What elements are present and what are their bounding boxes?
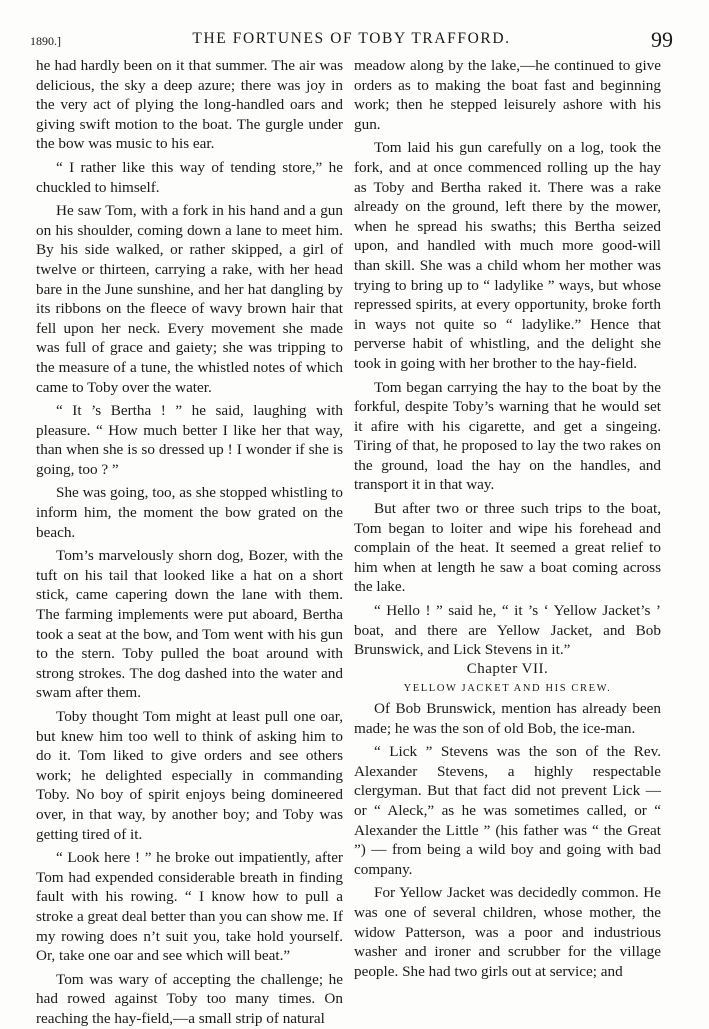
running-header: [30, 28, 673, 54]
paragraph: But after two or three such trips to the boat, Tom began to loiter and wipe his forehead and complain of the heat. It seemed a great relief to him when at length he saw a boat coming across the lake.: [354, 500, 661, 596]
chapter-body: [354, 699, 661, 981]
paragraph: Tom’s marvelously shorn dog, Bozer, with the tuft on his tail that looked like a hat on a short stick, came capering down the lane with them. The farming implements were put aboard, Bertha took a seat at the bow, and Tom went with his gun to the stern. Toby pulled the boat around with strong strokes. The dog dashed into the water and swam after them.: [36, 547, 343, 702]
running-title: THE FORTUNES OF TOBY TRAFFORD.: [192, 30, 511, 47]
chapter-heading: Chapter VII.: [466, 660, 549, 677]
paragraph: He saw Tom, with a fork in his hand and a gun on his shoulder, coming down a lane to meet him. By his side walked, or rather skipped, a girl of twelve or thirteen, carrying a rake, with her head bare in the June sunshine, and her hat dangling by its ribbons on the fleece of wavy brown hair that fell upon her neck. Every movement she made was full of grace and gaiety; she was tripping to the measure of a tune, the whistled notes of which came to Toby over the water.: [36, 202, 343, 396]
paragraph: Of Bob Brunswick, mention has already been made; he was the son of old Bob, the ice-man.: [354, 700, 661, 737]
chapter-subheading: YELLOW JACKET AND HIS CREW.: [403, 683, 612, 695]
paragraph: “ Look here ! ” he broke out impatiently, after Tom had expended considerable breath in finding fault with his rowing. “ I know how to pull a stroke a great deal better than you can show me. If my rowing does n’t suit you, take hold yourself. Or, take one oar and see which will beat.”: [36, 849, 343, 965]
paragraph: She was going, too, as she stopped whistling to inform him, the moment the bow grated on the beach.: [36, 484, 343, 541]
paragraph: Toby thought Tom might at least pull one oar, but knew him too well to think of asking him to do it. Tom liked to give orders and see others work; he delighted especially in commanding Toby. No boy of spirit enjoys being domineered over, in that way, by another boy; and Toby was getting tired of it.: [36, 708, 343, 843]
paragraph: Tom was wary of accepting the challenge; he had rowed against Toby too many times. On reaching the hay-field,—a small strip of natural: [36, 970, 343, 1027]
paragraph: “ Hello ! ” said he, “ it ’s ‘ Yellow Jacket’s ’ boat, and there are Yellow Jacket, and Bob Brunswick, and Lick Stevens in it.”: [354, 602, 661, 659]
right-column: [354, 56, 661, 981]
paragraph: Tom began carrying the hay to the boat by the forkful, despite Toby’s warning that he would set it afire with his cigarette, and get a singeing. Tiring of that, he proposed to lay the two rakes on the ground, load the hay on the handles, and transport it in that way.: [354, 378, 661, 494]
paragraph: meadow along by the lake,—he continued to give orders as to making the boat fast and beginning work; then he stepped leisurely ashore with his gun.: [354, 57, 661, 133]
paragraph: “ Lick ” Stevens was the son of the Rev. Alexander Stevens, a highly respectable clergyman. But that fact did not prevent Lick — or “ Aleck,” as he was sometimes called, or “ Alexander the Little ” (his father was “ the Great ”) — from being a wild boy and going with bad company.: [354, 743, 661, 878]
right-column-body: [354, 56, 661, 660]
paragraph: Tom laid his gun carefully on a log, took the fork, and at once commenced rolling up the hay as Toby and Bertha raked it. There was a rake already on the ground, left there by the mower, when he spread his swaths; this Bertha seized upon, and handled with much more good-will than skill. She was a child whom her mother was trying to bring up to “ ladylike ” ways, but whose repressed spirits, at every opportunity, broke forth in ways not quite so “ ladylike.” Hence that perverse habit of whistling, and the delight she took in going with her brother to the hay-field.: [354, 139, 661, 372]
page-number: 99: [651, 27, 673, 52]
paragraph: he had hardly been on it that summer. The air was delicious, the sky a deep azure; there was joy in the very act of plying the long-handled oars and giving swift motion to the boat. The gurgle under the bow was music to his ear.: [36, 57, 343, 153]
issue-date: 1890.]: [30, 34, 61, 48]
left-column: [36, 56, 343, 1029]
paragraph: For Yellow Jacket was decidedly common. He was one of several children, whose mother, the widow Patterson, was a poor and industrious washer and ironer and scrubber for the village people. She had two girls out at service; and: [354, 884, 661, 980]
paragraph: “ It ’s Bertha ! ” he said, laughing with pleasure. “ How much better I like her that way, than when she is so dressed up ! I wonder if she is going, too ? ”: [36, 402, 343, 478]
paragraph: “ I rather like this way of tending store,” he chuckled to himself.: [36, 158, 343, 196]
